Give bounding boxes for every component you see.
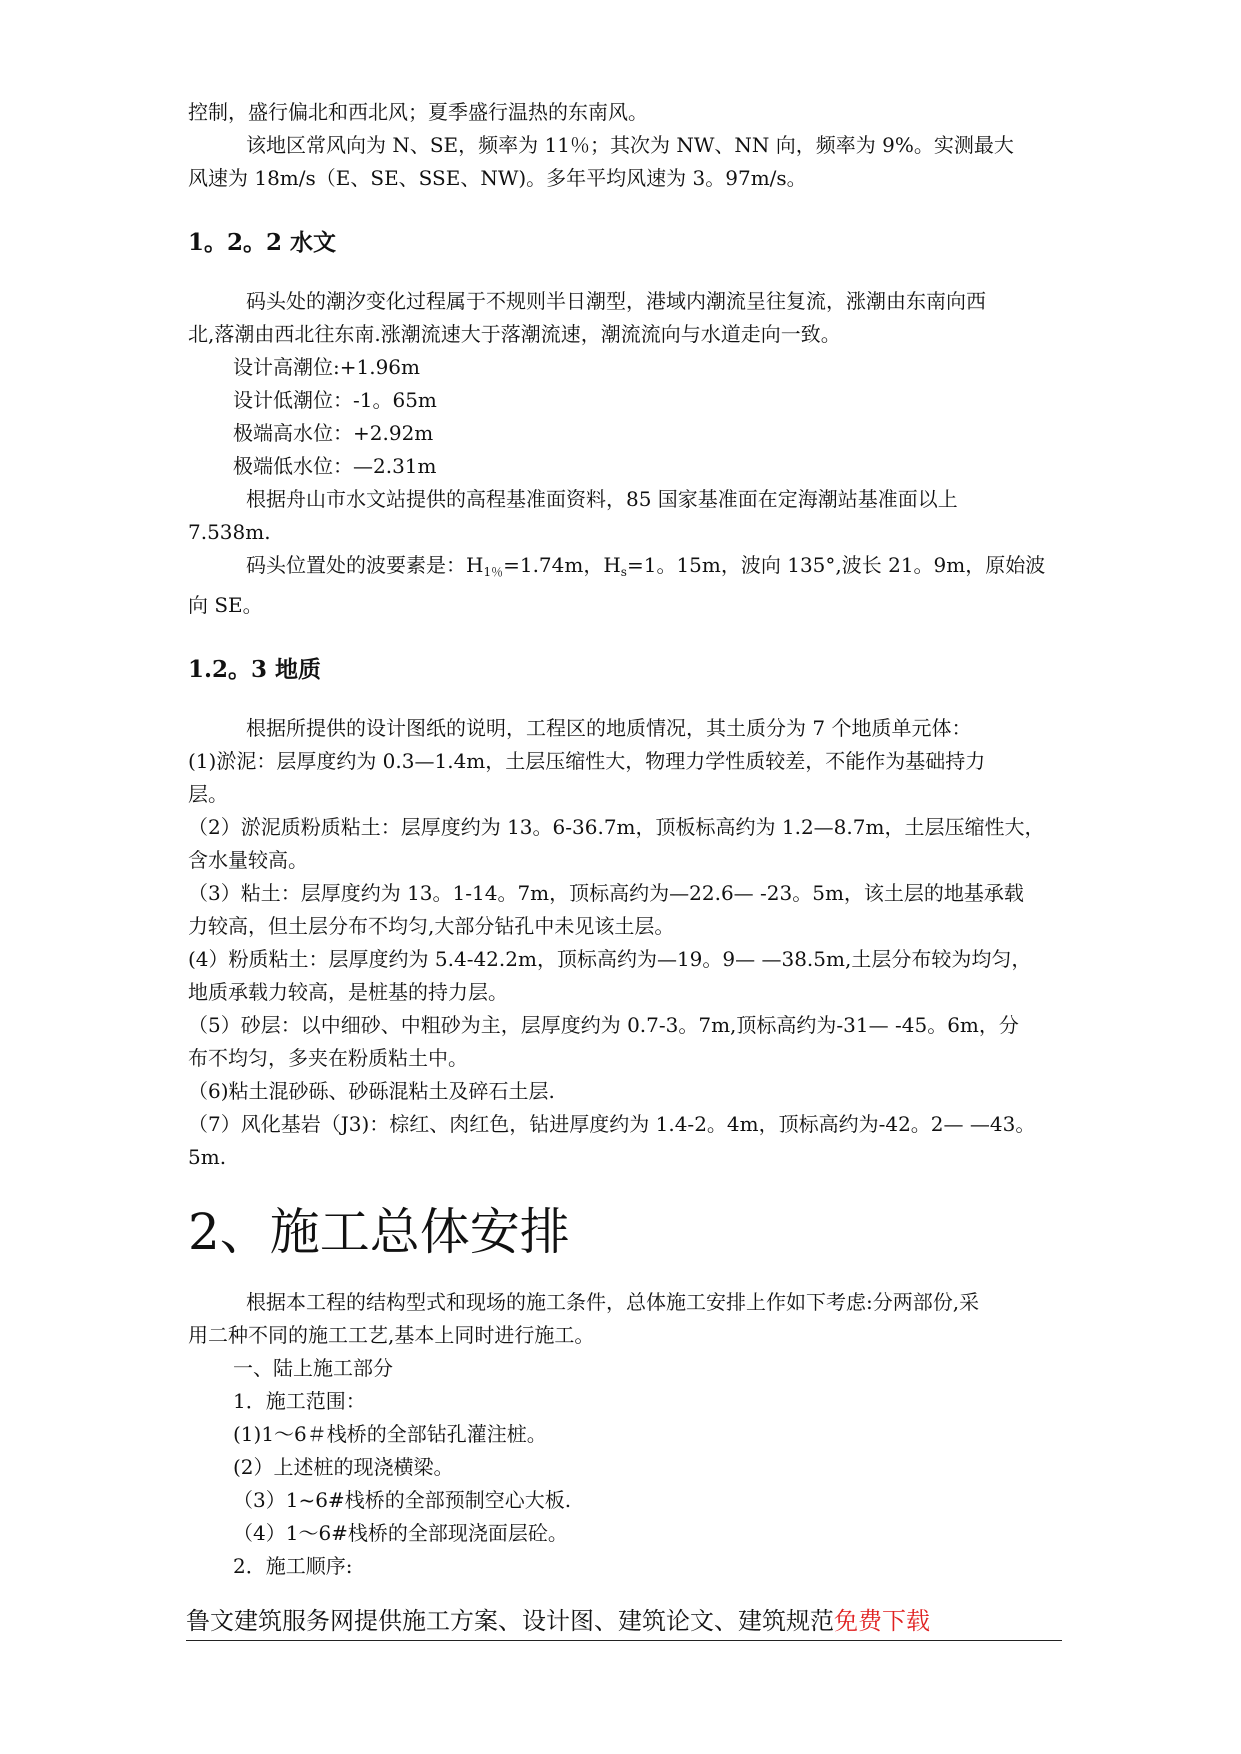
wave-text: 码头位置处的波要素是：H (246, 553, 484, 577)
scope-title: 1．施工范围： (233, 1389, 366, 1413)
heading-hydrology: 1。2。2 水文 (188, 229, 337, 256)
geology-line: 含水量较高。 (188, 848, 308, 872)
page-footer (186, 1604, 1062, 1641)
level-line: 极端低水位：—2.31m (233, 454, 437, 478)
datum-paragraph-line1: 根据舟山市水文站提供的高程基准面资料，85 国家基准面在定海潮站基准面以上 (246, 487, 958, 511)
geology-intro: 根据所提供的设计图纸的说明，工程区的地质情况，其土质分为 7 个地质单元体： (246, 716, 972, 740)
heading-section-2: 2、施工总体安排 (188, 1203, 570, 1261)
document-page (188, 96, 1060, 1583)
scope-item: （3）1~6#栈桥的全部预制空心大板. (233, 1488, 572, 1512)
wave-paragraph-line1 (188, 549, 1060, 589)
geology-line: 5m. (188, 1145, 227, 1169)
geology-line: (4）粉质粘土：层厚度约为 5.4-42.2m，顶标高约为—19。9— —38.5m,土层分布较为均匀， (188, 947, 1032, 971)
wave-subscript: 1％ (483, 565, 504, 579)
geology-line: （6)粘土混砂砾、砂砾混粘土及碎石土层. (188, 1079, 555, 1103)
geology-line: 层。 (188, 782, 228, 806)
text-line: 控制，盛行偏北和西北风；夏季盛行温热的东南风。 (188, 100, 648, 124)
geology-line: 地质承载力较高，是桩基的持力层。 (188, 980, 508, 1004)
geology-line: 力较高，但土层分布不均匀,大部分钻孔中未见该土层。 (188, 914, 675, 938)
wave-subscript: s (620, 565, 627, 579)
tide-paragraph-line1: 码头处的潮汐变化过程属于不规则半日潮型，港域内潮流呈往复流，涨潮由东南向西 (246, 289, 986, 313)
level-line: 设计高潮位:+1.96m (233, 355, 420, 379)
order-title: 2．施工顺序: (233, 1554, 353, 1578)
geology-line: （2）淤泥质粉质粘土：层厚度约为 13。6-36.7m，顶板标高约为 1.2—8.7m，土层压缩性大， (188, 815, 1045, 839)
datum-paragraph-line2: 7.538m. (188, 520, 271, 544)
arrangement-line1: 根据本工程的结构型式和现场的施工条件，总体施工安排上作如下考虑:分两部份,采 (246, 1290, 980, 1314)
level-line: 极端高水位：+2.92m (233, 421, 434, 445)
wave-text: =1。15m，波向 135°,波长 21。9m，原始波 (626, 553, 1046, 577)
geology-line: 布不均匀，多夹在粉质粘土中。 (188, 1046, 468, 1070)
geology-line: （3）粘土：层厚度约为 13。1-14。7m，顶标高约为—22.6— -23。5m，该土层的地基承载 (188, 881, 1024, 905)
scope-item: (1)1～6＃栈桥的全部钻孔灌注桩。 (233, 1422, 547, 1446)
heading-geology: 1.2。3 地质 (188, 656, 322, 683)
wave-text: =1.74m，H (503, 553, 621, 577)
geology-line: （7）风化基岩（J3)：棕红、肉红色，钻进厚度约为 1.4-2。4m，顶标高约为-42。2— —43。 (188, 1112, 1036, 1136)
wind-paragraph-line1: 该地区常风向为 N、SE，频率为 11％；其次为 NW、NN 向，频率为 9%。实测最大 (246, 133, 1014, 157)
level-line: 设计低潮位：-1。65m (233, 388, 437, 412)
scope-item: (2）上述桩的现浇横梁。 (233, 1455, 454, 1479)
footer-download-link[interactable]: 免费下载 (834, 1607, 930, 1635)
scope-item: （4）1～6#栈桥的全部现浇面层砼。 (233, 1521, 568, 1545)
geology-line: （5）砂层：以中细砂、中粗砂为主，层厚度约为 0.7-3。7m,顶标高约为-31— -45。6m，分 (188, 1013, 1019, 1037)
land-section-title: 一、陆上施工部分 (233, 1356, 393, 1380)
footer-text: 鲁文建筑服务网提供施工方案、设计图、建筑论文、建筑规范 (186, 1607, 834, 1635)
tide-paragraph-line2: 北,落潮由西北往东南.涨潮流速大于落潮流速，潮流流向与水道走向一致。 (188, 322, 841, 346)
wind-paragraph-line2: 风速为 18m/s（E、SE、SSE、NW)。多年平均风速为 3。97m/s。 (188, 166, 807, 190)
geology-line: (1)淤泥：层厚度约为 0.3—1.4m，土层压缩性大，物理力学性质较差，不能作为基础持力 (188, 749, 986, 773)
arrangement-line2: 用二种不同的施工工艺,基本上同时进行施工。 (188, 1323, 595, 1347)
wave-paragraph-line2: 向 SE。 (188, 593, 263, 617)
